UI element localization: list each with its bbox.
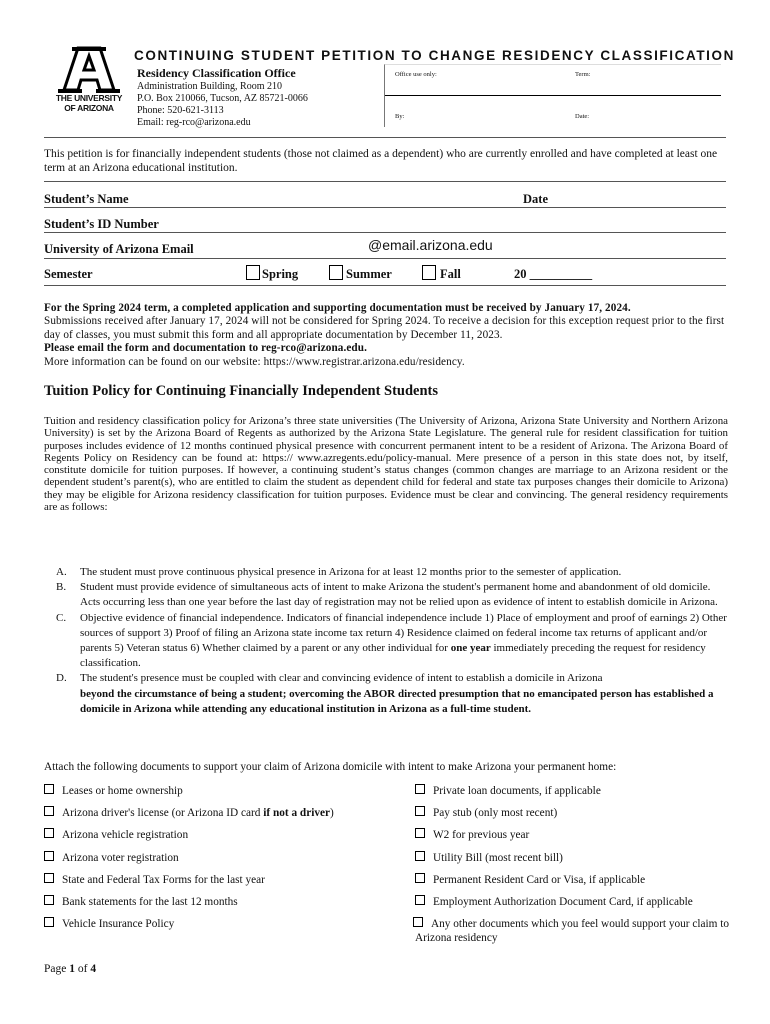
- page-prefix: Page: [44, 963, 70, 975]
- doc-item-left[interactable]: [44, 895, 238, 909]
- summer-checkbox[interactable]: [329, 265, 343, 280]
- requirement-text: Objective evidence of financial independence. Indicators of financial independence include 1) Place of employment and proof of earnings 2) Other sources of support 3) Proof of filing an Arizona state income tax return 4) Residence claimed on federal income tax returns of applicant and/or parents 5) Veteran status 6) Whether claimed by a parent or any other individual for: [80, 611, 727, 655]
- student-id-label: Student’s ID Number: [44, 217, 159, 231]
- doc-item-left[interactable]: [44, 917, 174, 931]
- office-use-box: [384, 64, 721, 127]
- header-divider: [44, 137, 726, 138]
- doc-checkbox[interactable]: [44, 806, 54, 816]
- office-name: Residency Classification Office: [137, 66, 296, 80]
- requirement-text: The student must prove continuous physical presence in Arizona for at least 12 months prior to the semester of application.: [80, 566, 622, 578]
- spring-label: Spring: [262, 267, 299, 281]
- doc-label: Permanent Resident Card or Visa, if applicable: [433, 874, 646, 886]
- doc-item-right[interactable]: [415, 851, 563, 865]
- date-label: Date: [523, 192, 548, 206]
- student-name-label: Student’s Name: [44, 192, 129, 206]
- attach-intro: Attach the following documents to support your claim of Arizona domicile with intent to make Arizona your permanent home:: [44, 761, 617, 773]
- doc-item-right[interactable]: [415, 828, 529, 842]
- spring-checkbox[interactable]: [246, 265, 260, 280]
- date-field[interactable]: [560, 190, 720, 208]
- year-field[interactable]: 20 __________: [514, 267, 593, 281]
- doc-checkbox[interactable]: [413, 917, 423, 927]
- email-suffix: @email.arizona.edu: [368, 237, 493, 253]
- doc-label: Arizona voter registration: [62, 852, 179, 864]
- email-label: University of Arizona Email: [44, 242, 194, 256]
- fall-checkbox[interactable]: [422, 265, 436, 280]
- office-date-label: Date:: [575, 113, 590, 120]
- deadline-details: Submissions received after January 17, 2024 will not be considered for Spring 2024. To receive a decision for this exception request prior to the first day of classes, you must submit this form and all appropriate documentation by December 11, 2023.: [44, 315, 725, 341]
- requirement-marker: D.: [56, 672, 67, 685]
- id-underline: [44, 232, 726, 233]
- page-current: 1: [69, 963, 75, 975]
- student-id-field[interactable]: [210, 215, 720, 233]
- requirement-a: [44, 565, 730, 580]
- doc-label: Utility Bill (most recent bill): [433, 852, 563, 864]
- doc-label: Any other documents which you feel would support your claim to Arizona residency: [415, 918, 730, 944]
- page-title: CONTINUING STUDENT PETITION TO CHANGE RESIDENCY CLASSIFICATION: [134, 48, 735, 63]
- doc-label-after: ): [330, 807, 334, 819]
- doc-checkbox[interactable]: [415, 784, 425, 794]
- doc-label: W2 for previous year: [433, 829, 530, 841]
- doc-label-bold: if not a driver: [263, 807, 331, 819]
- doc-label: Arizona driver's license (or Arizona ID card: [62, 807, 264, 819]
- student-name-field[interactable]: [210, 190, 510, 208]
- doc-item-right[interactable]: [415, 784, 601, 798]
- requirement-d: [44, 671, 730, 717]
- requirement-tail: immediately preceding the request for residency classification.: [80, 642, 706, 670]
- doc-checkbox[interactable]: [44, 917, 54, 927]
- doc-item-left[interactable]: [44, 784, 183, 798]
- office-address-2: P.O. Box 210066, Tucson, AZ 85721-0066: [137, 93, 308, 104]
- email-underline: [44, 258, 726, 259]
- doc-label: Employment Authorization Document Card, if applicable: [433, 896, 693, 908]
- office-phone: Phone: 520-621-3113: [137, 105, 224, 116]
- deadline-notice: [44, 302, 734, 369]
- requirement-bold: one year: [450, 642, 491, 655]
- doc-label: State and Federal Tax Forms for the last year: [62, 874, 265, 886]
- email-instruction: Please email the form and documentation to reg-rco@arizona.edu.: [44, 342, 367, 355]
- doc-item-right[interactable]: [415, 806, 557, 820]
- doc-label: Leases or home ownership: [62, 785, 183, 797]
- doc-checkbox[interactable]: [415, 851, 425, 861]
- more-info[interactable]: More information can be found on our website: https://www.registrar.arizona.edu/residency.: [44, 355, 465, 368]
- requirement-marker: A.: [56, 566, 67, 578]
- doc-checkbox[interactable]: [415, 873, 425, 883]
- page-number: [44, 963, 96, 975]
- doc-checkbox[interactable]: [44, 851, 54, 861]
- semester-label: Semester: [44, 267, 93, 281]
- office-box-divider: [385, 95, 721, 96]
- policy-title: Tuition Policy for Continuing Financially Independent Students: [44, 383, 439, 399]
- requirement-marker: C.: [56, 611, 67, 624]
- semester-underline: [44, 285, 726, 286]
- name-underline: [44, 207, 726, 208]
- doc-item-left[interactable]: [44, 873, 265, 887]
- office-email[interactable]: Email: reg-rco@arizona.edu: [137, 117, 251, 128]
- doc-checkbox[interactable]: [415, 828, 425, 838]
- university-wordmark: THE UNIVERSITY OF ARIZONA: [55, 93, 123, 113]
- doc-item-left[interactable]: [44, 806, 334, 820]
- requirement-marker: B.: [56, 581, 67, 594]
- page-mid: of: [74, 963, 91, 975]
- doc-item-right[interactable]: [415, 917, 730, 945]
- deadline-bold: For the Spring 2024 term, a completed application and supporting documentation must be received by January 17, 2024.: [44, 302, 631, 314]
- requirement-c: [44, 611, 730, 672]
- doc-checkbox[interactable]: [44, 828, 54, 838]
- doc-checkbox[interactable]: [44, 895, 54, 905]
- requirements-list: [44, 565, 730, 717]
- doc-item-left[interactable]: [44, 828, 188, 842]
- doc-item-left[interactable]: [44, 851, 179, 865]
- doc-checkbox[interactable]: [415, 895, 425, 905]
- doc-label: Pay stub (only most recent): [433, 807, 558, 819]
- doc-label: Vehicle Insurance Policy: [62, 918, 175, 930]
- term-label: Term:: [575, 71, 591, 78]
- office-use-label: Office use only:: [395, 71, 437, 78]
- doc-checkbox[interactable]: [415, 806, 425, 816]
- requirement-b: [44, 580, 730, 610]
- requirement-text: Student must provide evidence of simultaneous acts of intent to make Arizona the student's permanent home and abandonment of old domicile. Acts occurring less than one year before the last day of registration may not be relied upon as evidence of intent to establish domicile in Arizona.: [80, 581, 718, 609]
- doc-label: Arizona vehicle registration: [62, 829, 189, 841]
- summer-label: Summer: [346, 267, 392, 281]
- office-address-1: Administration Building, Room 210: [137, 81, 283, 92]
- doc-item-right[interactable]: [415, 873, 645, 887]
- fall-label: Fall: [440, 267, 461, 281]
- doc-checkbox[interactable]: [44, 784, 54, 794]
- policy-body: Tuition and residency classification policy for Arizona’s three state universities (The University of Arizona, Arizona State University and Northern Arizona University) is set by the Arizona Board of Regents as authorized by the Arizona State Legislature. The general rule for resident classification for tuition purposes includes evidence of 12 months continued physical presence with concurrent permanent intent to be a resident of Arizona. The Arizona Board of Regents Policy on Residency can be found at: https:// www.azregents.edu/policy-manual. Mere presence of a person in this state does not, by itself, constitute domicile for tuition purposes. If however, a continuing student’s status changes (common changes are marriage to an Arizona resident or the dependent student’s parent(s), who are entitled to claim the student as dependent child for federal and state tax purposes changes their domicile to Arizona) they may be eligible for Arizona residency classification for tuition purposes. Evidence must be clear and convincing. The general residency requirements are as follows:: [44, 415, 728, 514]
- by-label: By:: [395, 113, 405, 120]
- doc-item-right[interactable]: [415, 895, 693, 909]
- university-logo-icon: [48, 46, 130, 94]
- intro-divider: [44, 181, 726, 182]
- intro-text: This petition is for financially independent students (those not claimed as a dependent) who are currently enrolled and have completed at least one term at an Arizona educational institution.: [44, 148, 718, 174]
- requirement-bold: beyond the circumstance of being a student; overcoming the ABOR directed presumption that no emancipated person has established a domicile in Arizona while attending any educational institution in Arizona as a full-time student.: [80, 687, 714, 715]
- page-total: 4: [90, 963, 97, 975]
- email-field[interactable]: [215, 238, 365, 256]
- doc-checkbox[interactable]: [44, 873, 54, 883]
- doc-label: Bank statements for the last 12 months: [62, 896, 238, 908]
- doc-label: Private loan documents, if applicable: [433, 785, 601, 797]
- requirement-text: The student's presence must be coupled with clear and convincing evidence of intent to establish a domicile in Arizona: [80, 672, 603, 685]
